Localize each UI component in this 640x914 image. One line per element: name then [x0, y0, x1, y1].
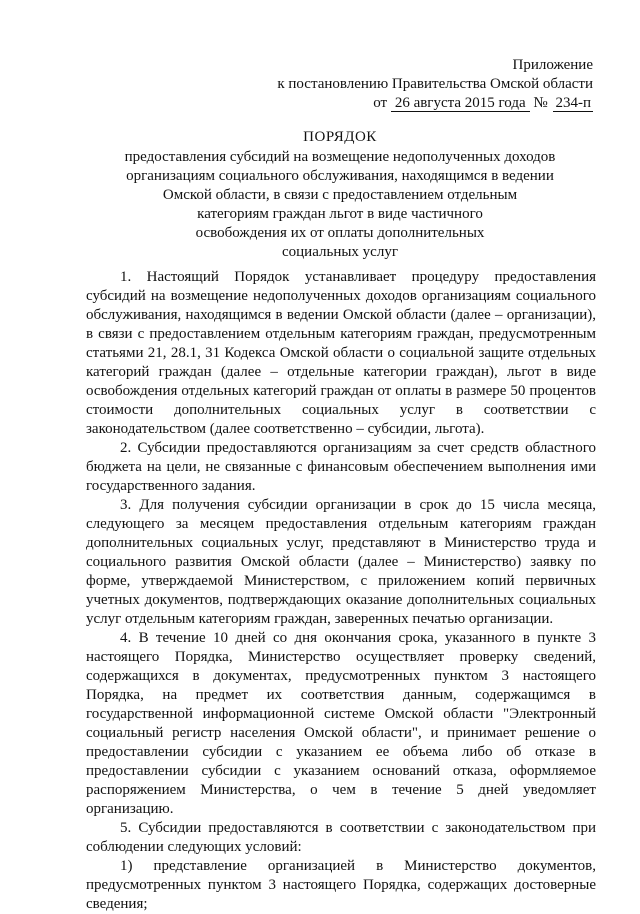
- title-line: предоставления субсидий на возмещение недополученных доходов: [124, 149, 556, 165]
- title-line: Омской области, в связи с предоставлением отдельным: [162, 187, 518, 203]
- title-main: ПОРЯДОК: [303, 129, 377, 145]
- paragraph-2: 2. Субсидии предоставляются организациям за счет средств областного бюджета на цели, не связанные с финансовым обеспечением выполнения ими государственного задания.: [86, 440, 596, 494]
- title-line: организациям социального обслуживания, находящимся в ведении: [126, 168, 554, 184]
- document-title: [100, 128, 580, 262]
- paragraph-1: 1. Настоящий Порядок устанавливает процедуру предоставления субсидий на возмещение недополученных доходов организациям социального обслуживания, находящимся в ведении Омской области (далее – организации), в связи с предоставлением отдельным категориям граждан, предусмотренным статьями 21, 28.1, 31 Кодекса Омской области о социальной защите отдельных категорий граждан (далее – отдельные категории граждан), льгот в виде освобождения отдельных категорий граждан от оплаты в размере 50 процентов стоимости дополнительных социальных услуг в соответствии с законодательством (далее соответственно – субсидии, льгота).: [86, 269, 596, 437]
- appendix-number-sign: №: [533, 95, 548, 111]
- paragraph-5-1: 1) представление организацией в Министерство документов, предусмотренных пунктом 3 настоящего Порядка, содержащих достоверные сведения;: [86, 858, 596, 912]
- appendix-date: 26 августа 2015 года: [391, 95, 530, 112]
- paragraph-3: 3. Для получения субсидии организации в срок до 15 числа месяца, следующего за месяцем предоставления отдельным категориям граждан дополнительных социальных услуг, представляют в Министерство труда и социального развития Омской области (далее – Министерство) заявку по форме, утверждаемой Министерством, с приложением копий первичных учетных документов, подтверждающих оказание дополнительных социальных услуг отдельным категориям граждан, заверенных печатью организации.: [86, 497, 596, 627]
- title-line: категориям граждан льгот в виде частичного: [197, 206, 483, 222]
- title-line: социальных услуг: [282, 244, 398, 260]
- title-line: освобождения их от оплаты дополнительных: [195, 225, 485, 241]
- appendix-resolution: к постановлению Правительства Омской области: [277, 76, 593, 92]
- document-body: [86, 268, 596, 914]
- appendix-label: Приложение: [512, 57, 593, 73]
- paragraph-5: 5. Субсидии предоставляются в соответствии с законодательством при соблюдении следующих условий:: [86, 820, 596, 855]
- appendix-number: 234-п: [555, 95, 591, 111]
- paragraph-4: 4. В течение 10 дней со дня окончания срока, указанного в пункте 3 настоящего Порядка, Министерство осуществляет проверку сведений, содержащихся в документах, предусмотренных пунктом 3 настоящего Порядка, на предмет их соответствия данным, содержащимся в государственной информационной системе Омской области "Электронный социальный регистр населения Омской области", и принимает решение о предоставлении субсидии с указанием ее объема либо об отказе в предоставлении субсидии с указанием оснований отказа, оформляемое распоряжением Министерства, о чем в течение 5 дней уведомляет организацию.: [86, 630, 596, 817]
- appendix-date-prefix: от: [373, 95, 388, 111]
- appendix-date-line: [277, 94, 593, 113]
- appendix-header: [277, 56, 593, 113]
